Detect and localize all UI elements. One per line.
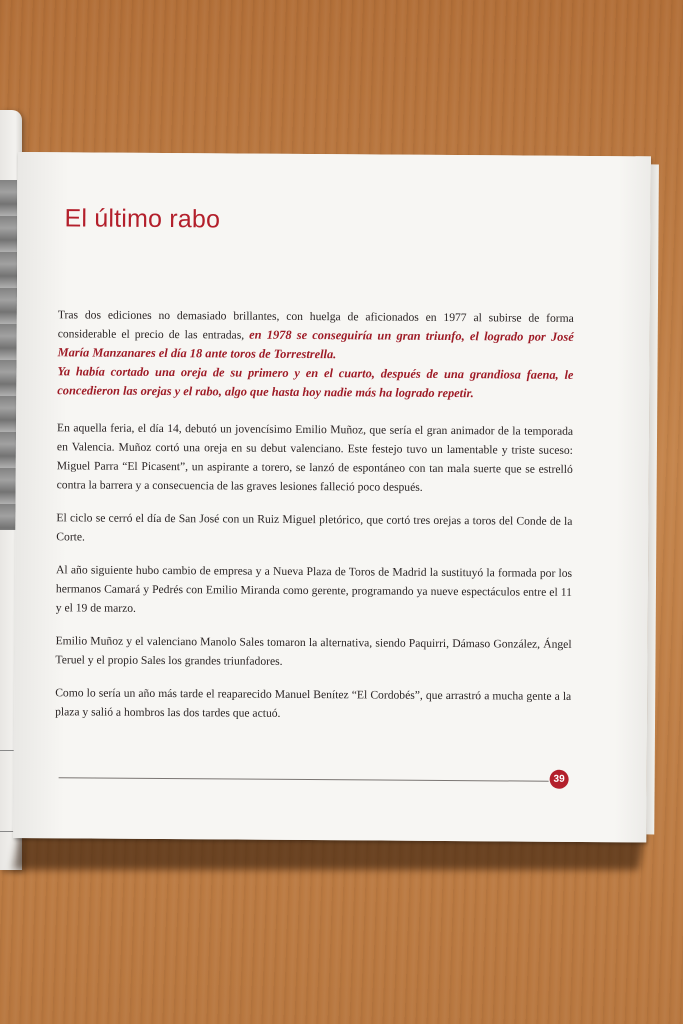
paragraph-2: En aquella feria, el día 14, debutó un jovencísimo Emilio Muñoz, que sería el gran animador de la temporada en Valencia. Muñoz cortó una oreja en su debut valenciano. Este festejo tuvo un lamentable y triste suceso: Miguel Parra “El Picasent”, un aspirante a torero, se lanzó de espontáneo con tan mala suerte que se estrelló contra la barrera y a consecuencia de las graves lesiones falleció poco después. bbox=[56, 421, 574, 494]
paragraph-3: El ciclo se cerró el día de San José con un Ruiz Miguel pletórico, que cortó tres orejas a toros del Conde de la Corte. bbox=[56, 511, 573, 544]
paragraph-4: Al año siguiente hubo cambio de empresa y a Nueva Plaza de Toros de Madrid la sustituyó la formada por los hermanos Camará y Pedrés con Emilio Miranda como gerente, programando ya nueve espectáculos entre el 11 y el 19 de marzo. bbox=[55, 563, 573, 615]
book-page bbox=[13, 152, 651, 842]
paragraph-1-intro: Tras dos ediciones no demasiado brillantes, con huelga de aficionados en 1977 al subirse de forma considerable el precio de las entradas, bbox=[57, 308, 574, 342]
page-number-badge: 39 bbox=[550, 770, 569, 789]
highlight-2: Ya había cortado una oreja de su primero y en el cuarto, después de una grandiosa faena, le concedieron las orejas y el rabo, algo que hasta hoy nadie más ha logrado repetir. bbox=[57, 364, 574, 401]
paragraph-6: Como lo sería un año más tarde el reaparecido Manuel Benítez “El Cordobés”, que arrastró a mucha gente a la plaza y salió a hombros las dos tardes que actuó. bbox=[55, 686, 572, 720]
footer-rule bbox=[59, 777, 549, 781]
paragraph-5: Emilio Muñoz y el valenciano Manolo Sales tomaron la alternativa, siendo Paquirri, Dámaso González, Ángel Teruel y el propio Sales los grandes triunfadores. bbox=[55, 634, 572, 668]
highlight-1: en 1978 se conseguiría un gran triunfo, el logrado por José María Manzanares el día 18 ante toros de Torrestrella. bbox=[57, 327, 574, 362]
left-page-photo bbox=[0, 180, 17, 530]
page-body bbox=[55, 305, 574, 739]
page-title: El último rabo bbox=[64, 204, 221, 234]
paragraph-1 bbox=[57, 305, 574, 404]
page-stack-edge bbox=[646, 164, 659, 834]
